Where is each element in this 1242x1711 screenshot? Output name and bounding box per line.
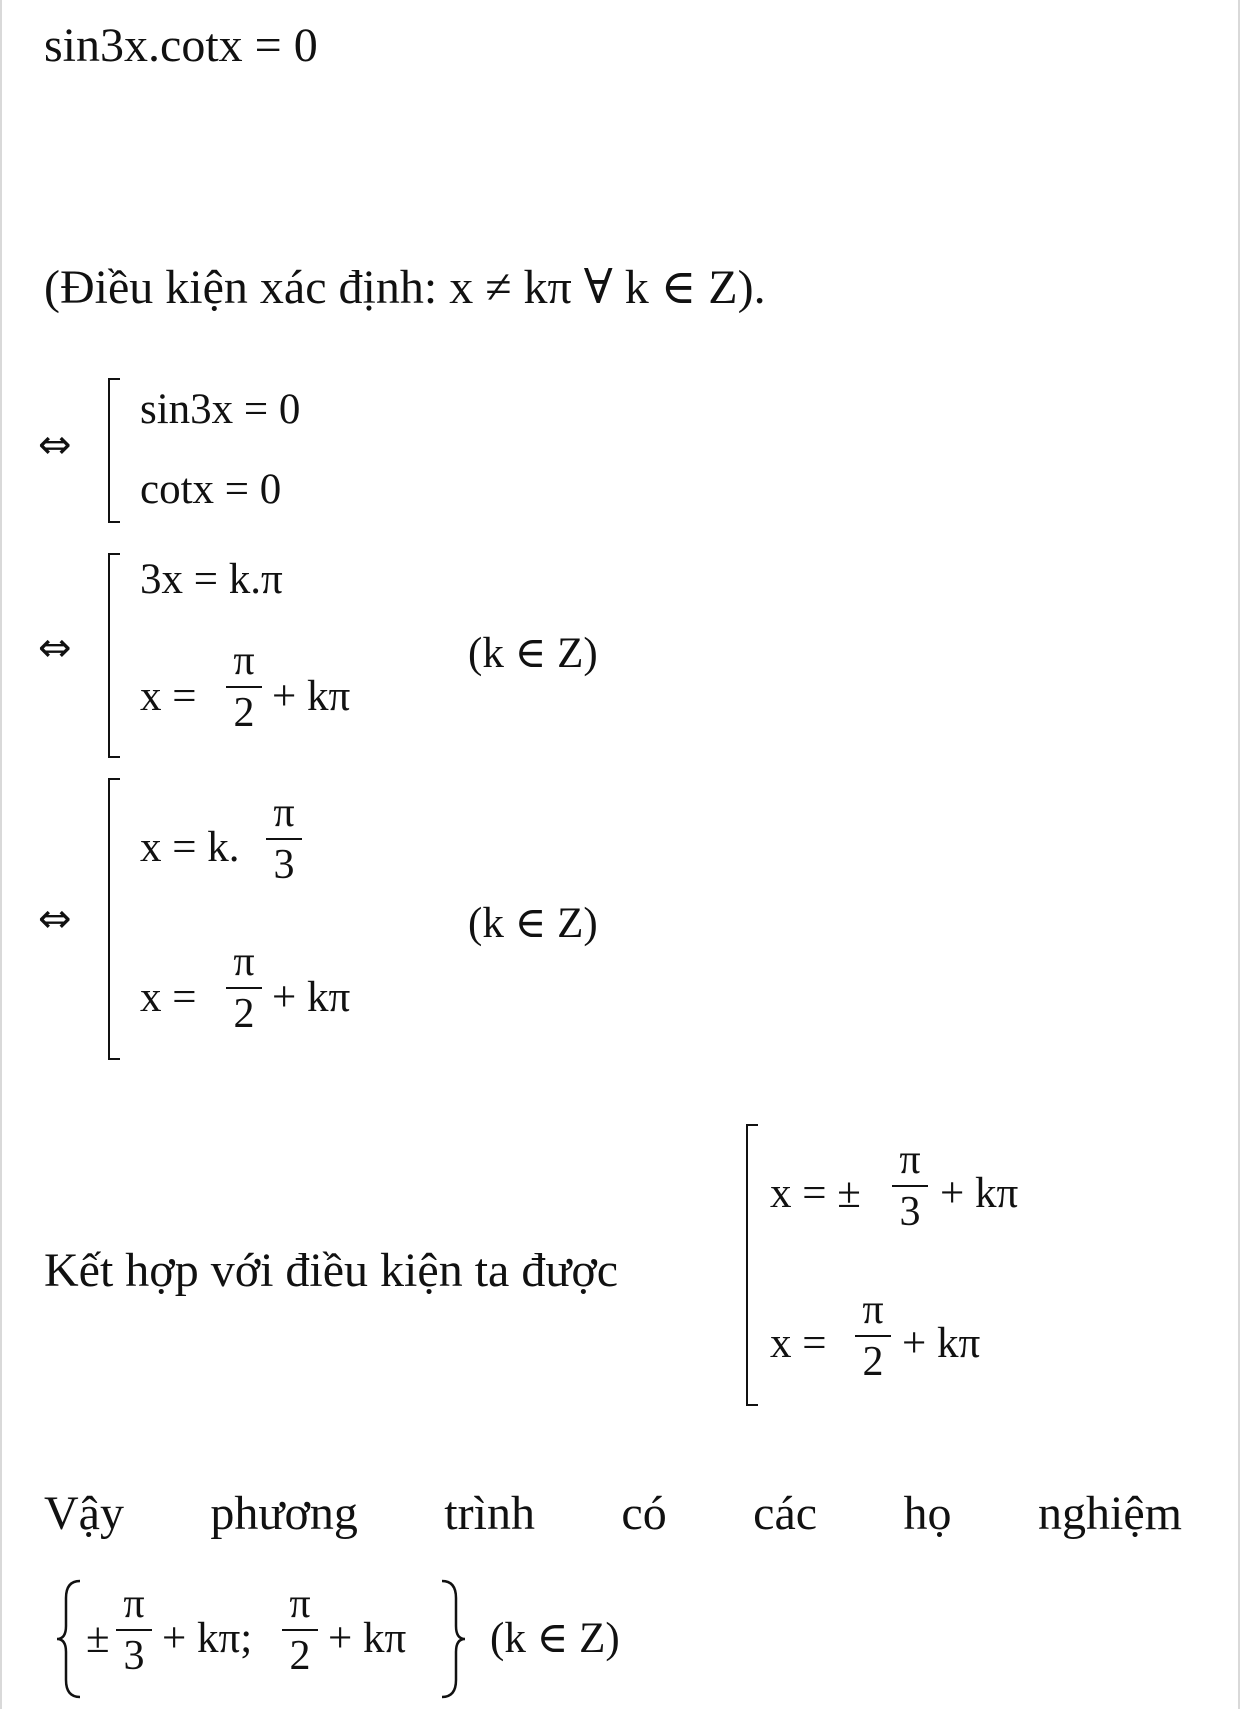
fraction: π 2 <box>224 640 264 734</box>
k-in-z: (k ∈ Z) <box>468 630 598 677</box>
right-curly-brace <box>438 1578 468 1700</box>
bracket <box>108 553 120 758</box>
conclusion-mid: + kπ; <box>162 1615 253 1662</box>
word: phương <box>210 1487 358 1540</box>
fraction: π 3 <box>114 1583 154 1677</box>
fraction: π 2 <box>853 1289 893 1383</box>
word: các <box>753 1487 818 1540</box>
conclusion-end: + kπ <box>328 1615 407 1662</box>
bracket <box>108 778 120 1060</box>
step3-line1-left: x = k. <box>140 824 240 871</box>
conclusion-sentence <box>44 1487 1182 1540</box>
fraction: π 3 <box>890 1139 930 1233</box>
step2-line2-left: x = <box>140 673 197 720</box>
iff-symbol: ⇔ <box>38 625 72 671</box>
word: họ <box>903 1487 952 1540</box>
equation: sin3x.cotx = 0 <box>44 19 318 72</box>
word: nghiệm <box>1037 1487 1182 1540</box>
fraction: π 3 <box>264 792 304 886</box>
fraction: π 2 <box>224 941 264 1035</box>
step2-line2-right: + kπ <box>272 673 351 720</box>
k-in-z: (k ∈ Z) <box>490 1615 620 1662</box>
step3-line2-left: x = <box>140 974 197 1021</box>
word: có <box>621 1487 667 1540</box>
fraction: π 2 <box>280 1583 320 1677</box>
combine-line2-right: + kπ <box>902 1320 981 1367</box>
combine-line2-left: x = <box>770 1320 827 1367</box>
combine-text: Kết hợp với điều kiện ta được <box>44 1244 619 1297</box>
step1-line1: sin3x = 0 <box>140 386 301 433</box>
step3-line2-right: + kπ <box>272 974 351 1021</box>
bracket <box>108 378 120 523</box>
word: trình <box>444 1487 535 1540</box>
step2-line1: 3x = k.π <box>140 556 283 603</box>
step1-line2: cotx = 0 <box>140 466 282 513</box>
plus-minus: ± <box>86 1615 110 1662</box>
iff-symbol: ⇔ <box>38 422 72 468</box>
k-in-z: (k ∈ Z) <box>468 900 598 947</box>
word: Vậy <box>44 1487 124 1540</box>
left-curly-brace <box>54 1578 84 1700</box>
iff-symbol: ⇔ <box>38 896 72 942</box>
combine-line1-left: x = ± <box>770 1170 861 1217</box>
bracket <box>746 1124 758 1406</box>
combine-line1-right: + kπ <box>940 1170 1019 1217</box>
condition-text: (Điều kiện xác định: x ≠ kπ ∀ k ∈ Z). <box>44 261 766 314</box>
